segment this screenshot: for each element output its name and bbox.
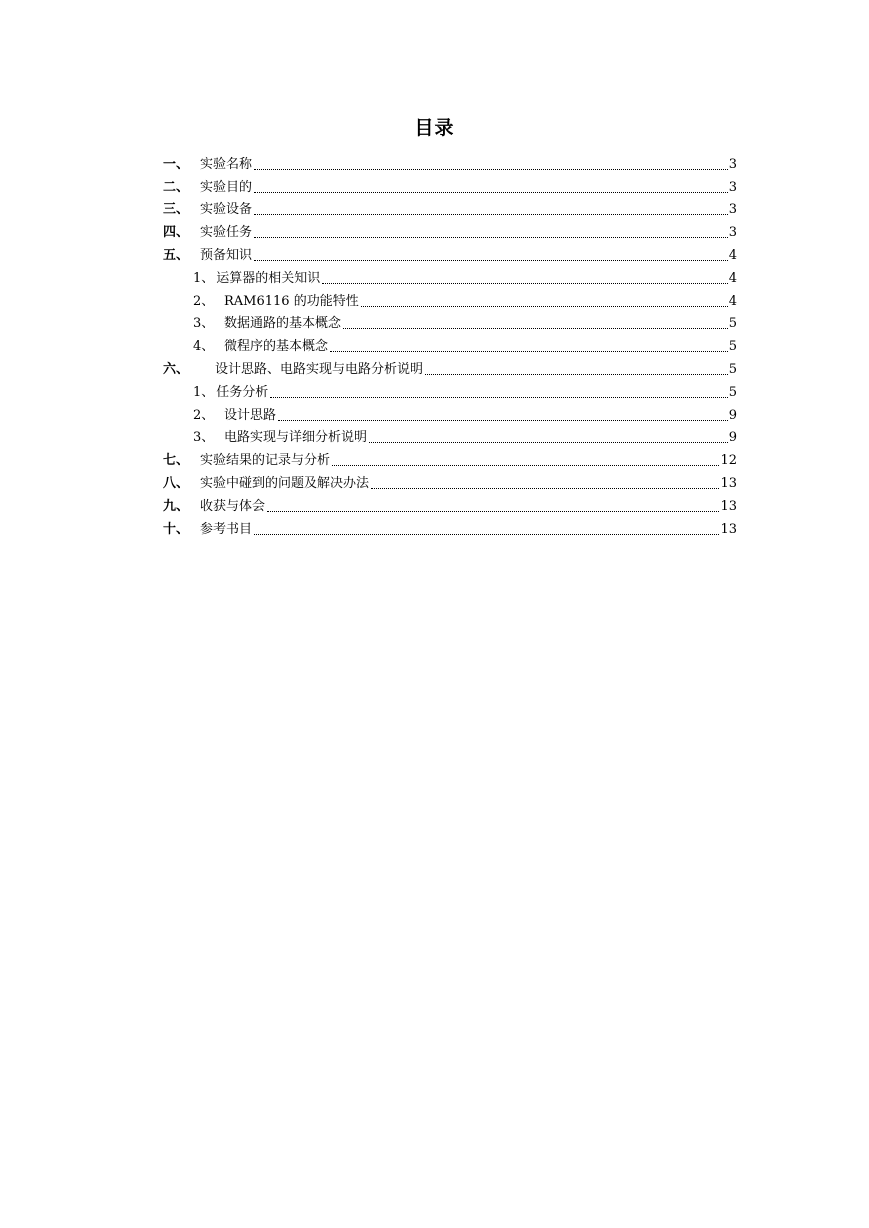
toc-dot-leader [254,192,728,193]
toc-entry-number: 一、 [163,156,190,172]
toc-entry-page: 5 [728,384,737,400]
toc-entry-number: 九、 [163,498,190,514]
toc-entry-page: 3 [728,225,737,241]
toc-entry-page: 3 [728,202,737,218]
toc-entry-number: 七、 [163,453,190,469]
toc-title: 目录 [414,117,455,139]
toc-entry[interactable] [163,446,737,469]
toc-entry-page: 3 [728,156,737,172]
toc-entry-title: 实验任务 [200,225,253,241]
toc-entry-title: 参考书目 [200,521,253,537]
toc-entry-title: 实验设备 [200,202,253,218]
toc-subentry[interactable] [163,287,737,310]
toc-entry-number: 3、 [193,430,215,446]
toc-entry-title: 设计思路、电路实现与电路分析说明 [215,361,424,377]
toc-entry-number: 五、 [163,247,190,263]
toc-entry-title: RAM6116 的功能特性 [224,293,359,309]
toc-dot-leader [254,169,728,170]
toc-entry-title: 微程序的基本概念 [224,339,329,355]
toc-entry-number: 3、 [193,316,215,332]
toc-entry[interactable] [163,150,737,173]
toc-dot-leader [254,214,728,215]
toc-entry-title: 任务分析 [216,384,269,400]
toc-entry-page: 4 [728,247,737,263]
toc-entry-page: 4 [728,270,737,286]
toc-entry-number: 2、 [193,407,215,423]
toc-dot-leader [343,328,728,329]
toc-dot-leader [267,511,719,512]
toc-dot-leader [254,534,719,535]
toc-dot-leader [361,306,728,307]
toc-entry[interactable] [163,355,737,378]
toc-dot-leader [322,283,727,284]
toc-entry[interactable] [163,515,737,538]
toc-entry-page: 9 [728,407,737,423]
toc-entry[interactable] [163,492,737,515]
toc-entry-title: 实验名称 [200,156,253,172]
toc-entry-title: 电路实现与详细分析说明 [224,430,368,446]
toc-entry-number: 六、 [163,361,190,377]
toc-entry-number: 十、 [163,521,190,537]
toc-subentry[interactable] [163,264,737,287]
toc-entry-title: 实验结果的记录与分析 [200,453,331,469]
toc-entry-title: 实验中碰到的问题及解决办法 [200,475,370,491]
toc-entry-page: 13 [720,521,737,537]
toc-entry-page: 5 [728,316,737,332]
toc-entry[interactable] [163,196,737,219]
toc-entry[interactable] [163,218,737,241]
toc-entry-number: 二、 [163,179,190,195]
toc-entry-number: 八、 [163,475,190,491]
toc-entry-number: 1、 [193,270,215,286]
toc-entry-page: 13 [720,498,737,514]
toc-subentry[interactable] [163,378,737,401]
toc-subentry[interactable] [163,310,737,333]
toc-subentry[interactable] [163,424,737,447]
toc-entry-number: 四、 [163,225,190,241]
toc-entry[interactable] [163,241,737,264]
toc-entry-page: 12 [720,453,737,469]
toc-entry[interactable] [163,469,737,492]
toc-entry-title: 实验目的 [200,179,253,195]
toc-dot-leader [254,237,728,238]
toc-entry-page: 9 [728,430,737,446]
table-of-contents [163,150,737,538]
toc-entry-number: 4、 [193,339,215,355]
toc-subentry[interactable] [163,332,737,355]
toc-entry-title: 预备知识 [200,247,253,263]
toc-entry-page: 4 [728,293,737,309]
toc-entry-page: 13 [720,475,737,491]
toc-subentry[interactable] [163,401,737,424]
toc-dot-leader [330,351,728,352]
toc-dot-leader [254,260,728,261]
toc-entry-title: 运算器的相关知识 [216,270,321,286]
toc-entry-page: 3 [728,179,737,195]
toc-entry-title: 设计思路 [224,407,277,423]
toc-entry-number: 三、 [163,202,190,218]
toc-entry-title: 收获与体会 [200,498,266,514]
toc-dot-leader [371,488,719,489]
toc-dot-leader [332,465,719,466]
toc-entry-page: 5 [728,361,737,377]
toc-dot-leader [369,442,728,443]
toc-entry-title: 数据通路的基本概念 [224,316,342,332]
toc-dot-leader [425,374,728,375]
toc-entry-number: 1、 [193,384,215,400]
toc-entry-number: 2、 [193,293,215,309]
toc-entry-page: 5 [728,339,737,355]
toc-dot-leader [270,397,727,398]
toc-dot-leader [278,420,728,421]
toc-entry[interactable] [163,173,737,196]
